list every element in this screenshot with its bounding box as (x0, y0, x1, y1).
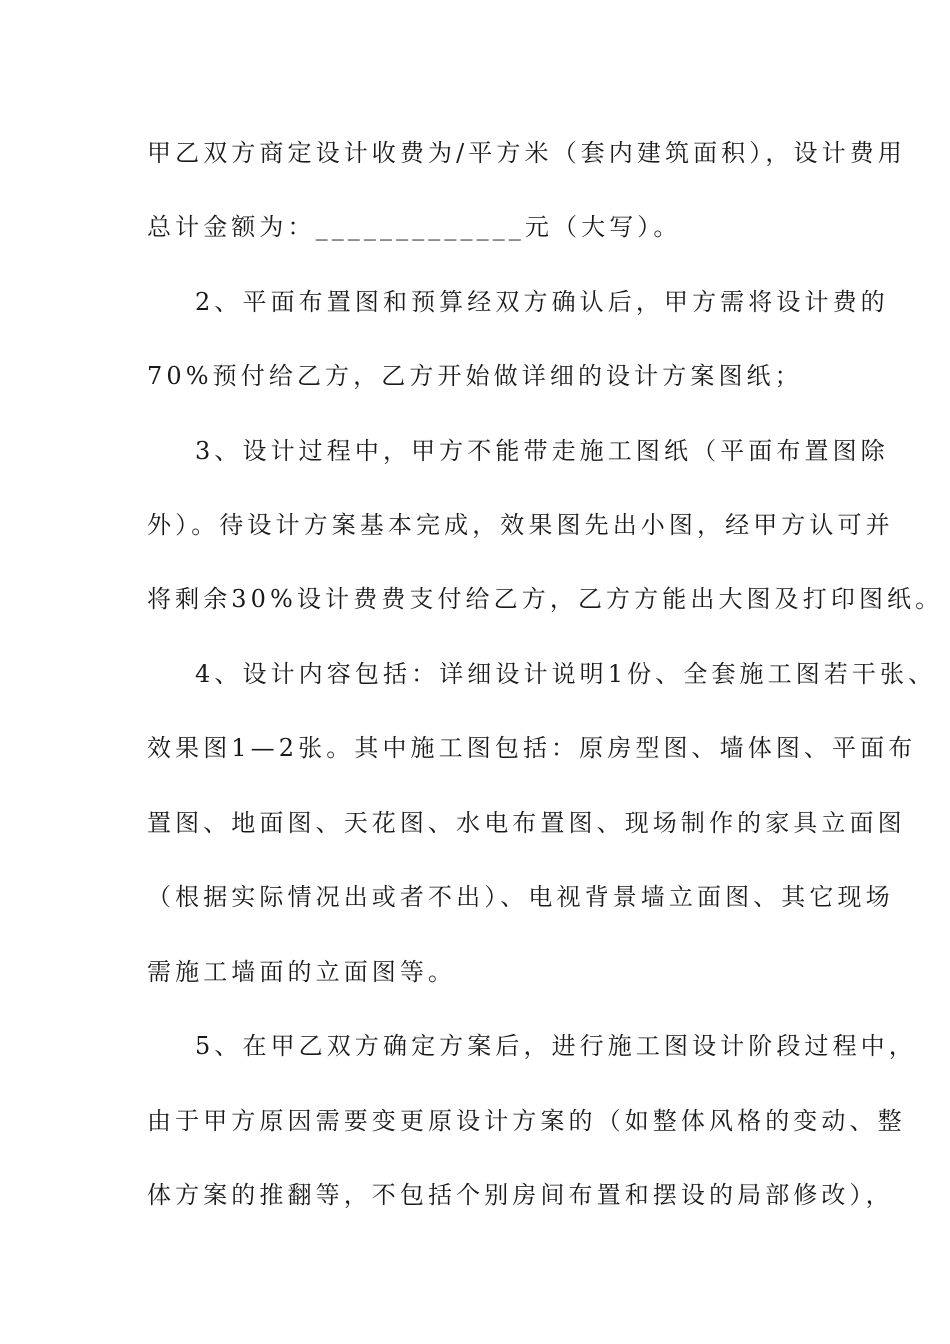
paragraph-line: 将剩余30%设计费费支付给乙方，乙方方能出大图及打印图纸。 (147, 585, 944, 613)
paragraph-line: 由于甲方原因需要变更原设计方案的（如整体风格的变动、整 (147, 1107, 906, 1135)
paragraph-line: 置图、地面图、天花图、水电布置图、现场制作的家具立面图 (147, 809, 906, 837)
paragraph-line: 需施工墙面的立面图等。 (147, 958, 457, 986)
paragraph-line: （根据实际情况出或者不出）、电视背景墙立面图、其它现场 (147, 883, 894, 911)
paragraph-line: 体方案的推翻等，不包括个别房间布置和摆设的局部修改）， (147, 1181, 894, 1209)
paragraph-line: 甲乙双方商定设计收费为/平方米（套内建筑面积），设计费用 (147, 139, 906, 167)
paragraph-line: 效果图1—2张。其中施工图包括：原房型图、墙体图、平面布 (147, 734, 917, 762)
paragraph-line: 4、设计内容包括：详细设计说明1份、全套施工图若干张、 (195, 660, 937, 688)
paragraph-line: 70%预付给乙方，乙方开始做详细的设计方案图纸； (147, 362, 803, 390)
paragraph-line: 2、平面布置图和预算经双方确认后，甲方需将设计费的 (195, 288, 889, 316)
paragraph-line: 3、设计过程中，甲方不能带走施工图纸（平面布置图除 (195, 437, 889, 465)
paragraph-line: 总计金额为：_____________元（大写）。 (147, 213, 682, 241)
paragraph-line: 5、在甲乙双方确定方案后，进行施工图设计阶段过程中， (195, 1032, 917, 1060)
paragraph-line: 外）。待设计方案基本完成，效果图先出小图，经甲方认可并 (147, 511, 894, 539)
